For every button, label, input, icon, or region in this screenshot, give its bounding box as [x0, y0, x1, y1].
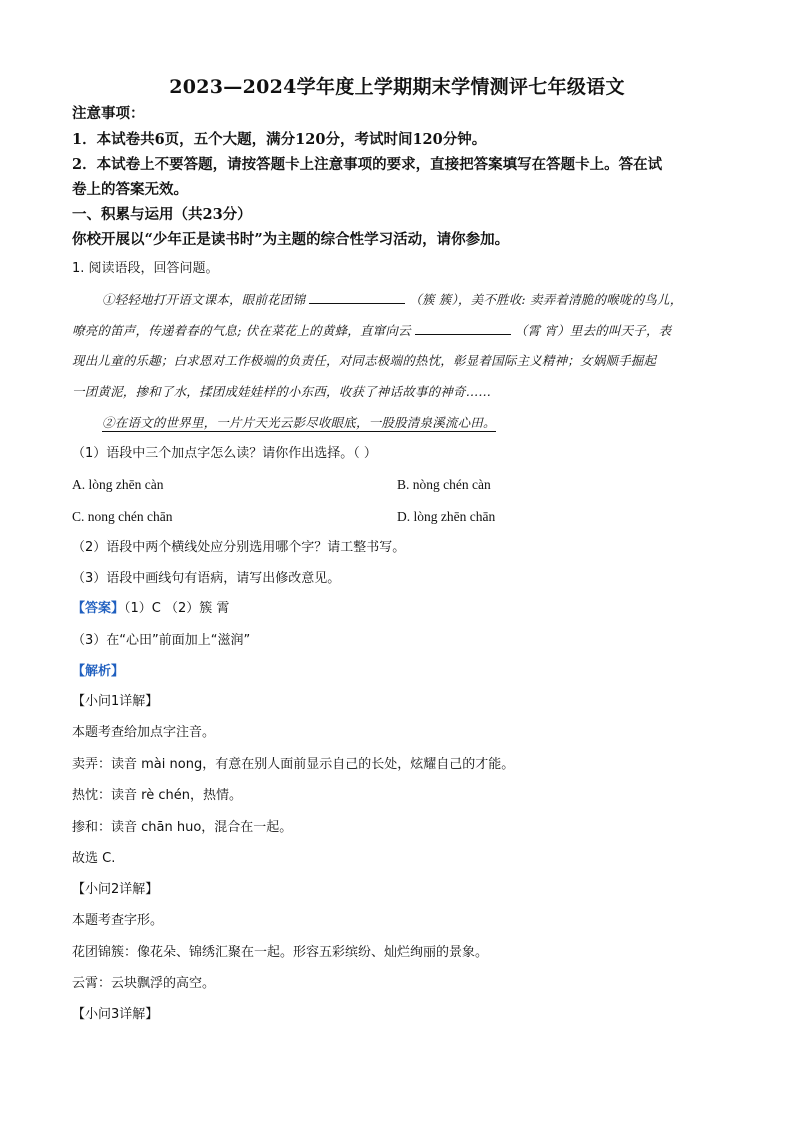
passage-line — [72, 320, 671, 341]
detail-heading: 【小问2详解】 — [72, 882, 159, 897]
detail-line: 云霄：云块飘浮的高空。 — [72, 976, 216, 991]
page-title: 2023—2024学年度上学期期末学情测评七年级语文 — [169, 76, 625, 98]
detail-line: 花团锦簇：像花朵、锦绣汇聚在一起。形容五彩缤纷、灿烂绚丽的景象。 — [72, 945, 489, 960]
analysis-tag: 【解析】 — [72, 664, 125, 679]
note-line: 2．本试卷上不要答题，请按答题卡上注意事项的要求，直接把答案填写在答题卡上。答在试 — [72, 156, 663, 173]
passage-line-underlined — [102, 413, 496, 433]
sub-question-1: （1）语段中三个加点字怎么读？请你作出选择。（ ） — [72, 446, 377, 461]
activity-intro: 你校开展以“少年正是读书时”为主题的综合性学习活动，请你参加。 — [72, 231, 510, 248]
passage-line: 现出儿童的乐趣；白求恩对工作极端的负责任，对同志极端的热忱，彰显着国际主义精神；女娲顺手掘起 — [72, 353, 657, 368]
option-c: C. nong chén chān — [72, 509, 173, 524]
answer-text: （1）C （2）簇 霄 — [124, 601, 230, 616]
answer-tag: 【答案】 — [72, 601, 125, 616]
passage-text: 嘹亮的笛声，传递着春的气息; 伏在菜花上的黄蜂，直窜向云 — [72, 323, 411, 338]
passage-text: ①轻轻地打开语文课本，眼前花团锦 — [102, 292, 306, 307]
passage-text: （霄 宵）里去的叫天子，表 — [514, 323, 672, 338]
detail-line: 热忱：读音 rè chén，热情。 — [72, 788, 242, 803]
answer-line — [72, 599, 229, 619]
option-a: A. lòng zhēn càn — [72, 477, 164, 492]
question-1-label: 1. 阅读语段，回答问题。 — [72, 261, 219, 276]
detail-line: 故选 C. — [72, 851, 116, 866]
detail-heading: 【小问1详解】 — [72, 694, 159, 709]
sub-question-2: （2）语段中两个横线处应分别选用哪个字？请工整书写。 — [72, 540, 406, 555]
note-line: 1．本试卷共6页，五个大题，满分120分，考试时间120分钟。 — [72, 131, 487, 148]
detail-line: 掺和：读音 chān huo，混合在一起。 — [72, 820, 293, 835]
passage-line — [102, 289, 682, 310]
option-d: D. lòng zhēn chān — [397, 509, 496, 524]
sub-question-3: （3）语段中画线句有语病，请写出修改意见。 — [72, 571, 341, 586]
passage-line: 一团黄泥，掺和了水，揉团成娃娃样的小东西，收获了神话故事的神奇…… — [72, 384, 492, 399]
detail-line: 卖弄：读音 mài nong，有意在别人面前显示自己的长处，炫耀自己的才能。 — [72, 757, 515, 772]
answer-line: （3）在“心田”前面加上“滋润” — [72, 633, 251, 648]
option-b: B. nòng chén càn — [397, 477, 491, 492]
analysis-heading — [72, 662, 124, 682]
passage-text: （簇 簇），美不胜收: 卖弄着清脆的喉咙的鸟儿， — [409, 292, 683, 307]
notes-heading: 注意事项： — [72, 105, 145, 122]
note-line: 卷上的答案无效。 — [72, 181, 188, 198]
fill-blank-2 — [415, 320, 511, 335]
detail-line: 本题考查给加点字注音。 — [72, 725, 216, 740]
fill-blank-1 — [309, 289, 405, 304]
section-heading: 一、积累与运用（共23分） — [72, 206, 252, 223]
detail-line: 本题考查字形。 — [72, 913, 164, 928]
detail-heading: 【小问3详解】 — [72, 1007, 159, 1022]
underlined-sentence: ②在语文的世界里，一片片天光云影尽收眼底，一股股清泉溪流心田。 — [102, 415, 496, 430]
